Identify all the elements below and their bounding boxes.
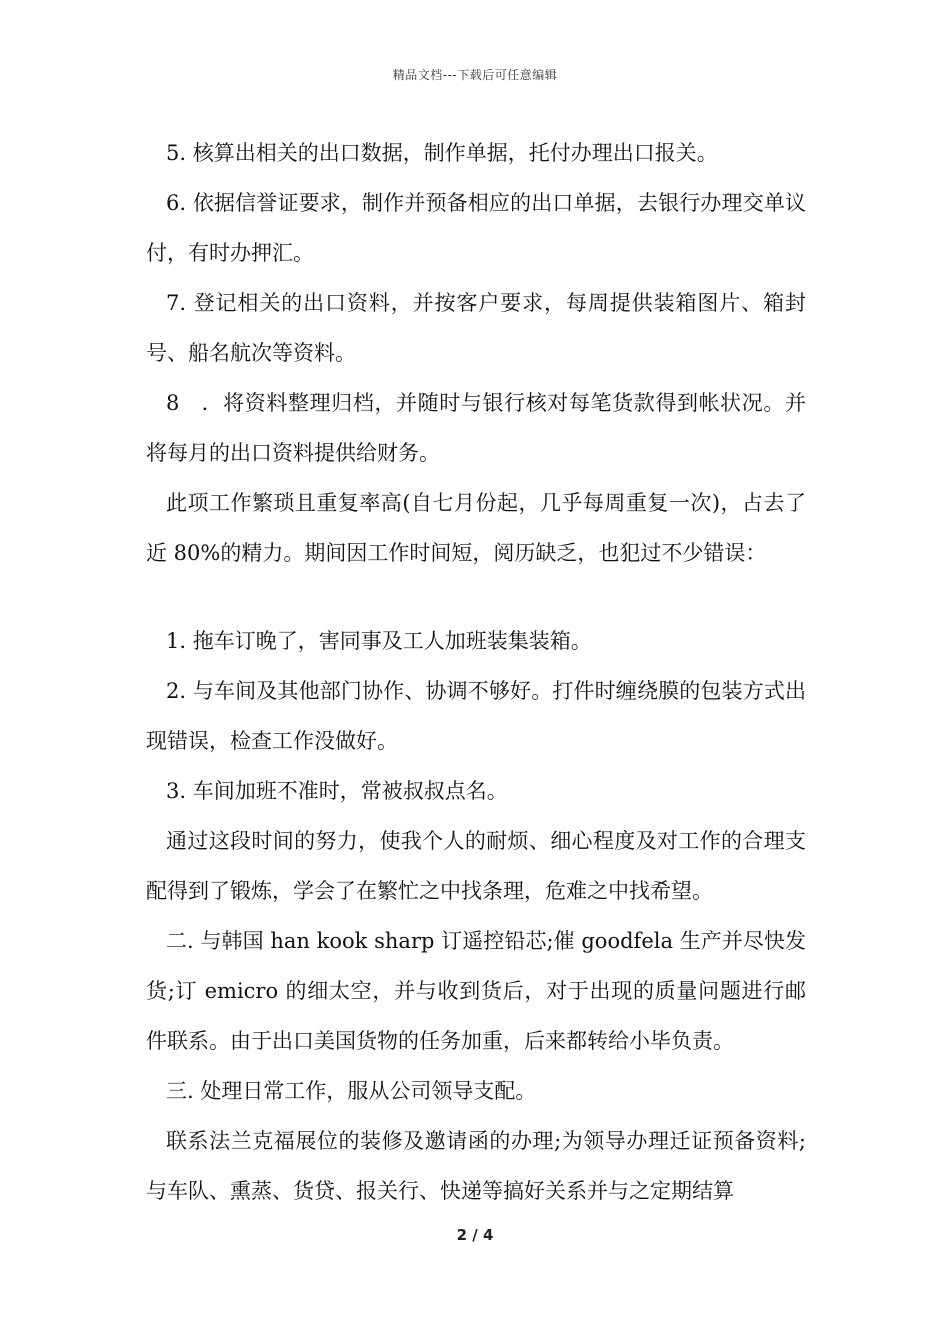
paragraph-item-6: 6. 依据信誉证要求，制作并预备相应的出口单据，去银行办理交单议付，有时办押汇。 <box>146 191 806 265</box>
paragraph-reflection: 通过这段时间的努力，使我个人的耐烦、细心程度及对工作的合理支配得到了锻炼，学会了在繁忙之中找条理，危难之中找希望。 <box>146 829 806 903</box>
section-two: 二. 与韩国 han kook sharp 订遥控铅芯;催 goodfela 生产并尽快发货;订 emicro 的细太空，并与收到货后，对于出现的质量问题进行邮件联系。由于出口美国货物的任务加重，后来都转给小毕负责。 <box>146 929 806 1053</box>
document-body <box>146 128 806 1216</box>
page-header: 精品文档---下载后可任意编辑 <box>392 68 558 82</box>
section-three: 三. 处理日常工作，服从公司领导支配。 <box>166 1079 537 1103</box>
paragraph-daily-work: 联系法兰克福展位的装修及邀请函的办理;为领导办理迁证预备资料;与车队、熏蒸、货贷、报关行、快递等搞好关系并与之定期结算 <box>146 1129 806 1203</box>
paragraph-item-5: 5. 核算出相关的出口数据，制作单据，托付办理出口报关。 <box>166 141 718 165</box>
mistake-item-2: 2. 与车间及其他部门协作、协调不够好。打件时缠绕膜的包装方式出现错误，检查工作没做好。 <box>146 679 806 753</box>
mistake-item-3: 3. 车间加班不准时，常被叔叔点名。 <box>166 779 508 803</box>
paragraph-item-8: 8 ．将资料整理归档，并随时与银行核对每笔货款得到帐状况。并将每月的出口资料提供给财务。 <box>146 391 806 465</box>
mistake-item-1: 1. 拖车订晚了，害同事及工人加班装集装箱。 <box>166 629 592 653</box>
paragraph-item-7: 7. 登记相关的出口资料，并按客户要求，每周提供装箱图片、箱封号、船名航次等资料。 <box>146 291 806 365</box>
page-number: 2 / 4 <box>456 1226 494 1244</box>
paragraph-gap <box>146 578 806 616</box>
paragraph-summary: 此项工作繁琐且重复率高(自七月份起，几乎每周重复一次)，占去了近 80%的精力。期间因工作时间短，阅历缺乏，也犯过不少错误： <box>146 491 806 565</box>
